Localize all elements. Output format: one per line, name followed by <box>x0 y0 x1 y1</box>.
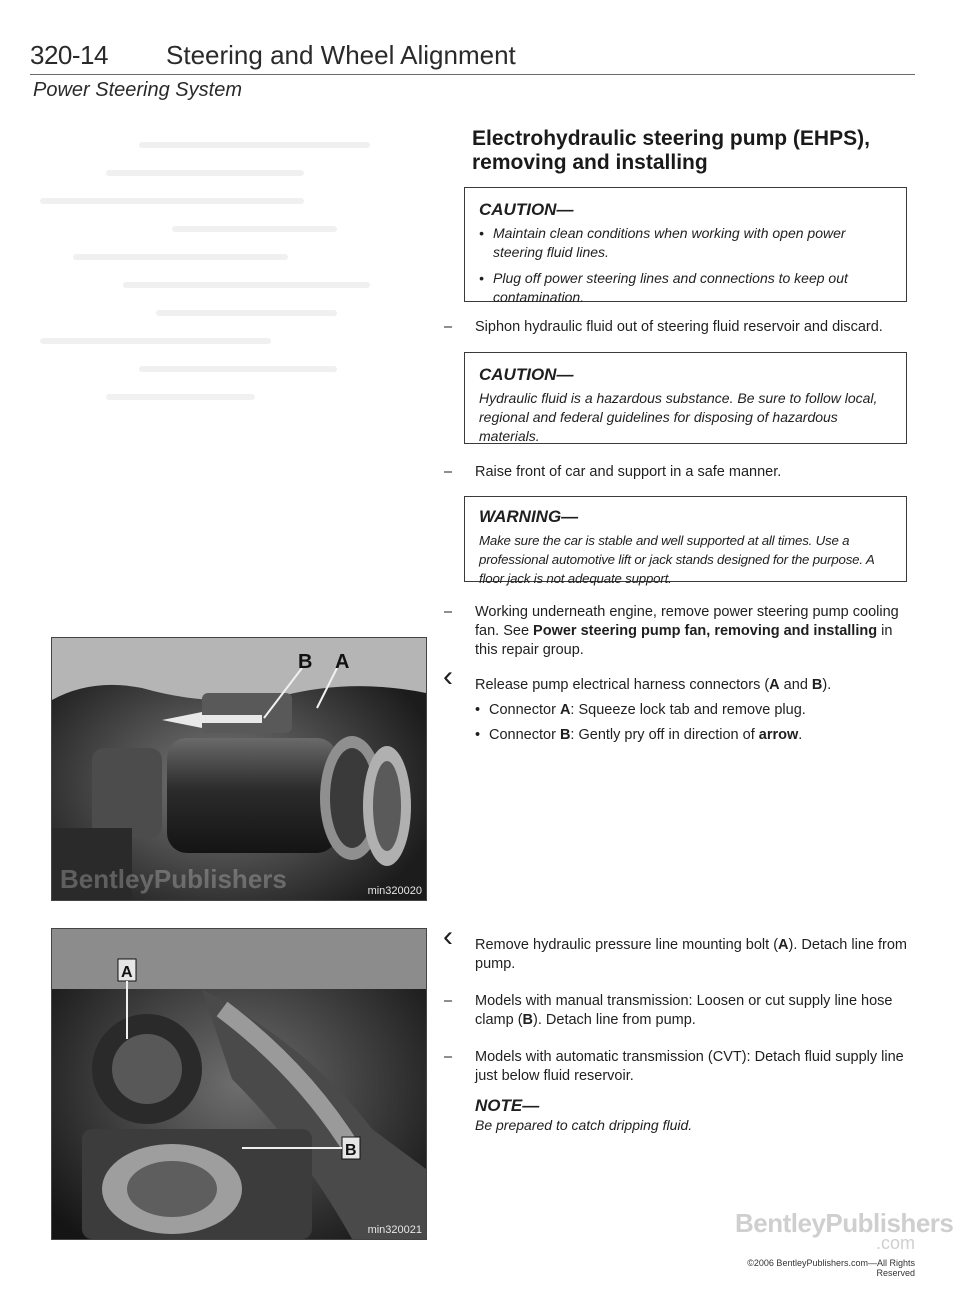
brand-name: BentleyPublishers <box>735 1208 954 1238</box>
copyright: ©2006 BentleyPublishers.com—All Rights Reserved <box>747 1258 915 1278</box>
callout-label-a: A <box>335 651 350 673</box>
photo-id: min320020 <box>367 885 422 897</box>
step-raise-car: – Raise front of car and support in a safe manner. <box>475 463 915 482</box>
caution-item: • Maintain clean conditions when working with open power steering fluid lines. <box>479 224 892 262</box>
step-manual-transmission: – Models with manual transmission: Loosen or cut supply line hose clamp (B). Detach line from pump. <box>475 992 915 1030</box>
dash-marker: – <box>443 319 453 335</box>
step-release-connectors: ‹ Release pump electrical harness connectors (A and B). • Connector A: Squeeze lock tab and remove plug. • Connector B: Gently pry off in direction of arrow. <box>475 676 915 751</box>
photo-pump-connectors <box>51 637 427 901</box>
pointer-marker: ‹ <box>443 920 453 953</box>
pump-photo-illustration <box>52 638 426 900</box>
photo-id: min320021 <box>367 1224 422 1236</box>
caution-heading: CAUTION— <box>479 365 574 384</box>
note-heading: NOTE— <box>475 1096 540 1115</box>
cross-reference-link: Power steering pump fan, removing and installing <box>533 623 878 639</box>
step-automatic-transmission: – Models with automatic transmission (CVT): Detach fluid supply line just below fluid reservoir. <box>475 1048 915 1086</box>
note-block <box>475 1096 905 1135</box>
caution-box-2 <box>464 352 907 444</box>
caution-heading: CAUTION— <box>479 200 574 219</box>
photo-pressure-line <box>51 928 427 1240</box>
callout-label-b: B <box>298 651 313 673</box>
warning-heading: WARNING— <box>479 507 579 526</box>
page-number: 320-14 <box>30 40 108 70</box>
photo-watermark: BentleyPublishers <box>60 864 287 894</box>
section-title: Power Steering System <box>33 79 242 101</box>
pressure-line-photo-illustration <box>52 929 426 1239</box>
dash-marker: – <box>443 464 453 480</box>
step-siphon: – Siphon hydraulic fluid out of steering fluid reservoir and discard. <box>475 318 915 337</box>
list-item: • Connector A: Squeeze lock tab and remove plug. <box>475 701 915 720</box>
callout-label-b: B <box>345 1142 357 1159</box>
bleed-through <box>40 120 370 590</box>
brand-domain: .com <box>875 1233 915 1253</box>
chapter-title: Steering and Wheel Alignment <box>166 40 516 70</box>
procedure-title: Electrohydraulic steering pump (EHPS), removing and installing <box>472 127 870 174</box>
warning-text: Make sure the car is stable and well supported at all times. Use a professional automotive lift or jack stands designed for the purpose. A floor jack is not adequate support. <box>479 533 875 586</box>
dash-marker: – <box>443 604 453 620</box>
caution-text: Hydraulic fluid is a hazardous substance. Be sure to follow local, regional and federal guidelines for disposing of hazardous materials. <box>479 390 878 444</box>
caution-item: • Plug off power steering lines and connections to keep out contamination. <box>479 269 892 307</box>
note-text: Be prepared to catch dripping fluid. <box>475 1117 693 1133</box>
dash-marker: – <box>443 993 453 1009</box>
step-remove-pressure-line: ‹ Remove hydraulic pressure line mounting bolt (A). Detach line from pump. <box>443 920 907 972</box>
list-item: • Connector B: Gently pry off in direction of arrow. <box>475 726 915 745</box>
pointer-marker: ‹ <box>443 660 453 693</box>
step-remove-fan: – Working underneath engine, remove power steering pump cooling fan. See Power steering pump fan, removing and installing in this repair group. <box>475 603 915 660</box>
header-rule <box>30 74 915 75</box>
caution-box-1 <box>464 187 907 305</box>
callout-label-a: A <box>121 964 133 981</box>
publisher-brand <box>735 1208 954 1278</box>
warning-box <box>464 496 907 586</box>
dash-marker: – <box>443 1049 453 1065</box>
